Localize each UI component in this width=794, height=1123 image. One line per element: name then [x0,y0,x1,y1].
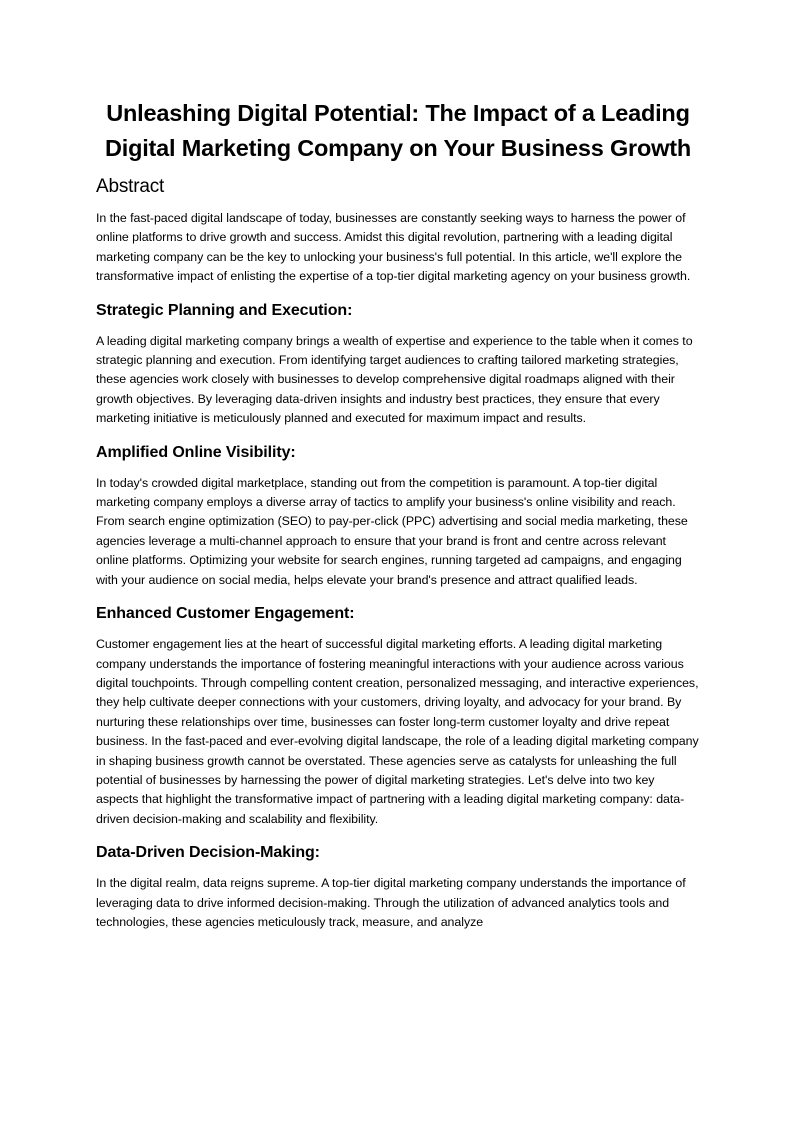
section-heading-online-visibility: Amplified Online Visibility: [96,443,296,461]
section-paragraph-customer-engagement: Customer engagement lies at the heart of successful digital marketing efforts. A leading digital marketing company understands the importance of fostering meaningful interactions with your audience across various digital touchpoints. Through compelling content creation, personalized messaging, and interactive experiences, they help cultivate deeper connections with your customers, driving loyalty, and advocacy for your brand. By nurturing these relationships over time, businesses can foster long-term customer loyalty and drive repeat business. In the fast-paced and ever-evolving digital landscape, the role of a leading digital marketing company in shaping business growth cannot be overstated. These agencies serve as catalysts for unleashing the full potential of businesses by harnessing the power of digital marketing strategies. Let's delve into two key aspects that highlight the transformative impact of partnering with a leading digital marketing company: data-driven decision-making and scalability and flexibility. [96,637,699,826]
section-paragraph-online-visibility: In today's crowded digital marketplace, standing out from the competition is paramount. A top-tier digital marketing company employs a diverse array of tactics to amplify your business's online visibility and reach. From search engine optimization (SEO) to pay-per-click (PPC) advertising and social media marketing, these agencies leverage a multi-channel approach to ensure that your brand is front and centre across relevant online platforms. Optimizing your website for search engines, running targeted ad campaigns, and engaging with your audience on social media, helps elevate your brand's presence and attract qualified leads. [96,475,688,587]
abstract-paragraph: In the fast-paced digital landscape of today, businesses are constantly seeking ways to harness the power of online platforms to drive growth and success. Amidst this digital revolution, partnering with a leading digital marketing company can be the key to unlocking your business's full potential. In this article, we'll explore the transformative impact of enlisting the expertise of a top-tier digital marketing agency on your business growth. [96,211,691,284]
section-heading-customer-engagement: Enhanced Customer Engagement: [96,605,355,623]
section-paragraph-strategic-planning: A leading digital marketing company brings a wealth of expertise and experience to the table when it comes to strategic planning and execution. From identifying target audiences to crafting tailored marketing strategies, these agencies work closely with businesses to develop comprehensive digital roadmaps aligned with their growth objectives. By leveraging data-driven insights and industry best practices, they ensure that every marketing initiative is meticulously planned and executed for maximum impact and results. [96,333,693,426]
abstract-heading: Abstract [96,176,165,197]
section-heading-strategic-planning: Strategic Planning and Execution: [96,301,353,319]
section-heading-data-driven: Data-Driven Decision-Making: [96,844,320,862]
document-page [96,96,700,932]
page-title: Unleashing Digital Potential: The Impact of a Leading Digital Marketing Company on Your Business Growth [104,100,692,161]
section-paragraph-data-driven: In the digital realm, data reigns supreme. A top-tier digital marketing company understands the importance of leveraging data to drive informed decision-making. Through the utilization of advanced analytics tools and technologies, these agencies meticulously track, measure, and analyze [96,876,686,929]
